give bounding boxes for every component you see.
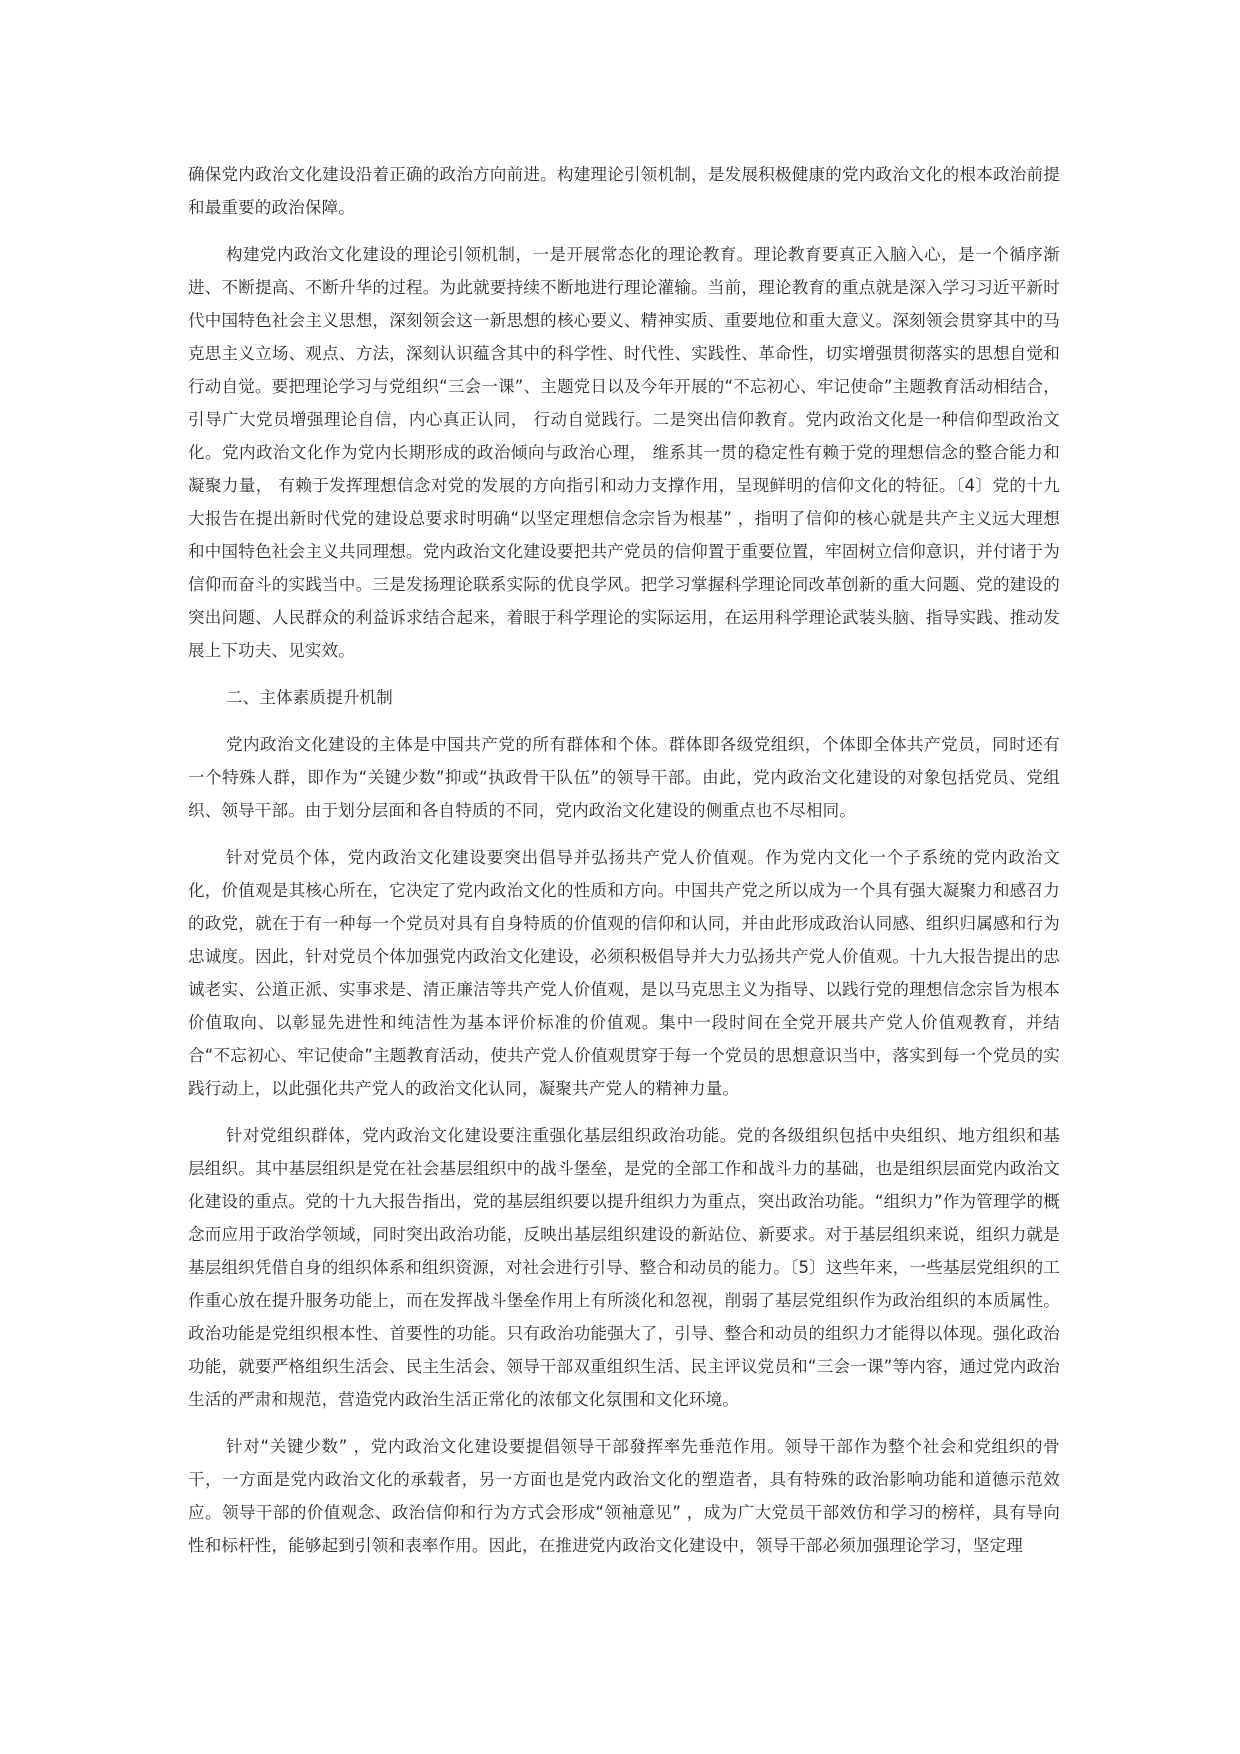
paragraph-party-organizations: 针对党组织群体，党内政治文化建设要注重强化基层组织政治功能。党的各级组织包括中央组织、地方组织和基层组织。其中基层组织是党在社会基层组织中的战斗堡垒，是党的全部工作和战斗力的基础，也是组织层面党内政治文化建设的重点。党的十九大报告指出，党的基层组织要以提升组织力为重点，突出政治功能。“组织力”作为管理学的概念而应用于政治学领域，同时突出政治功能，反映出基层组织建设的新站位、新要求。对于基层组织来说，组织力就是基层组织凭借自身的组织体系和组织资源，对社会进行引导、整合和动员的能力。〔5〕这些年来，一些基层党组织的工作重心放在提升服务功能上，而在发挥战斗堡垒作用上有所淡化和忽视，削弱了基层党组织作为政治组织的本质属性。政治功能是党组织根本性、首要性的功能。只有政治功能强大了，引导、整合和动员的组织力才能得以体现。强化政治功能，就要严格组织生活会、民主生活会、领导干部双重组织生活、民主评议党员和“三会一课”等内容，通过党内政治生活的严肃和规范，营造党内政治生活正常化的浓郁文化氛围和文化环境。 xyxy=(188,1126,1060,1409)
document-page xyxy=(188,158,1060,1576)
section-heading: 二、主体素质提升机制 xyxy=(226,688,393,707)
paragraph-party-members: 针对党员个体，党内政治文化建设要突出倡导并弘扬共产党人价值观。作为党内文化一个子系统的党内政治文化，价值观是其核心所在，它决定了党内政治文化的性质和方向。中国共产党之所以成为一个具有强大凝聚力和感召力的政党，就在于有一种每一个党员对具有自身特质的价值观的信仰和认同，并由此形成政治认同感、组织归属感和行为忠诚度。因此，针对党员个体加强党内政治文化建设，必须积极倡导并大力弘扬共产党人价值观。十九大报告提出的忠诚老实、公道正派、实事求是、清正廉洁等共产党人价值观，是以马克思主义为指导、以践行党的理想信念宗旨为根本价值取向、以彰显先进性和纯洁性为基本评价标准的价值观。集中一段时间在全党开展共产党人价值观教育，并结合“不忘初心、牢记使命”主题教育活动，使共产党人价值观贯穿于每一个党员的思想意识当中，落实到每一个党员的实践行动上，以此强化共产党人的政治文化认同，凝聚共产党人的精神力量。 xyxy=(188,848,1060,1098)
paragraph-subject-overview: 党内政治文化建设的主体是中国共产党的所有群体和个体。群体即各级党组织，个体即全体共产党员，同时还有一个特殊人群，即作为“关键少数”抑或“执政骨干队伍”的领导干部。由此，党内政治文化建设的对象包括党员、党组织、领导干部。由于划分层面和各自特质的不同，党内政治文化建设的侧重点也不尽相同。 xyxy=(188,735,1060,820)
paragraph-intro-continuation: 确保党内政治文化建设沿着正确的政治方向前进。构建理论引领机制，是发展积极健康的党内政治文化的根本政治前提和最重要的政治保障。 xyxy=(188,165,1060,217)
paragraph-key-minority: 针对“关键少数” ，党内政治文化建设要提倡领导干部發挥率先垂范作用。领导干部作为整个社会和党组织的骨干，一方面是党内政治文化的承载者，另一方面也是党内政治文化的塑造者，具有特殊的政治影响功能和道德示范效应。领导干部的价值观念、政治信仰和行为方式会形成“领袖意见” ，成为广大党员干部效仿和学习的榜样，具有导向性和标杆性，能够起到引领和表率作用。因此，在推进党内政治文化建设中，领导干部必须加强理论学习，坚定理 xyxy=(188,1437,1060,1555)
paragraph-theory-mechanism: 构建党内政治文化建设的理论引领机制，一是开展常态化的理论教育。理论教育要真正入脑入心，是一个循序渐进、不断提高、不断升华的过程。为此就要持续不断地进行理论灌输。当前，理论教育的重点就是深入学习习近平新时代中国特色社会主义思想，深刻领会这一新思想的核心要义、精神实质、重要地位和重大意义。深刻领会贯穿其中的马克思主义立场、观点、方法，深刻认识蕴含其中的科学性、时代性、实践性、革命性，切实增强贯彻落实的思想自觉和行动自觉。要把理论学习与党组织“三会一课”、主题党日以及今年开展的“不忘初心、牢记使命”主题教育活动相结合，引导广大党员增强理论自信，内心真正认同， 行动自觉践行。二是突出信仰教育。党内政治文化是一种信仰型政治文化。党内政治文化作为党内长期形成的政治倾向与政治心理， 维系其一贯的稳定性有赖于党的理想信念的整合能力和凝聚力量， 有赖于发挥理想信念对党的发展的方向指引和动力支撑作用，呈现鲜明的信仰文化的特征。〔4〕党的十九大报告在提出新时代党的建设总要求时明确“以坚定理想信念宗旨为根基” ，指明了信仰的核心就是共产主义远大理想和中国特色社会主义共同理想。党内政治文化建设要把共产党员的信仰置于重要位置，牢固树立信仰意识，并付诸于为信仰而奋斗的实践当中。三是发扬理论联系实际的优良学风。把学习掌握科学理论同改革创新的重大问题、党的建设的突出问题、人民群众的利益诉求结合起来，着眼于科学理论的实际运用，在运用科学理论武装头脑、指导实践、推动发展上下功夫、见实效。 xyxy=(188,245,1060,660)
